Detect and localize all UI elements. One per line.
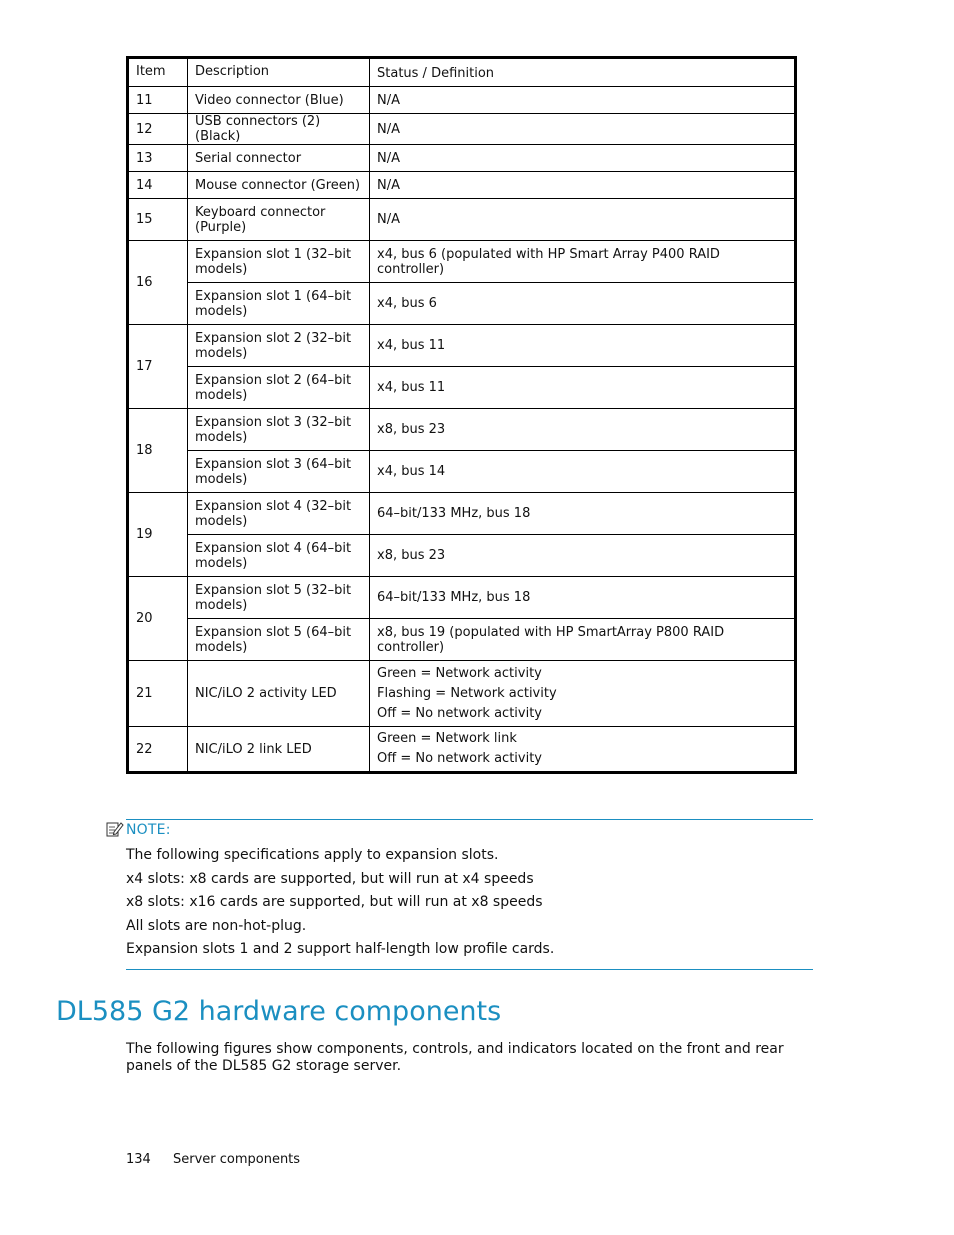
page-footer xyxy=(126,1152,300,1167)
header-description: Description xyxy=(188,58,370,87)
cell-status: N/A xyxy=(370,87,796,114)
cell-status: 64–bit/133 MHz, bus 18 xyxy=(370,577,796,619)
table-row xyxy=(128,409,796,451)
table-row xyxy=(128,199,796,241)
table-row xyxy=(128,577,796,619)
cell-status xyxy=(370,661,796,727)
cell-status: x4, bus 6 xyxy=(370,283,796,325)
table-row xyxy=(128,241,796,283)
cell-description: Expansion slot 3 (64–bit models) xyxy=(188,451,370,493)
cell-status: x4, bus 11 xyxy=(370,325,796,367)
table-row xyxy=(128,145,796,172)
note-line: x4 slots: x8 cards are supported, but will run at x4 speeds xyxy=(126,870,534,887)
cell-item: 14 xyxy=(128,172,188,199)
table-row xyxy=(128,367,796,409)
table-row xyxy=(128,619,796,661)
table-row xyxy=(128,172,796,199)
cell-description: Serial connector xyxy=(188,145,370,172)
cell-status: x8, bus 23 xyxy=(370,535,796,577)
cell-description: Expansion slot 1 (32–bit models) xyxy=(188,241,370,283)
table-row xyxy=(128,727,796,773)
note-label: NOTE: xyxy=(126,822,171,838)
page-number: 134 xyxy=(126,1152,151,1167)
cell-description: USB connectors (2) (Black) xyxy=(188,114,370,145)
table-row xyxy=(128,283,796,325)
note-top-rule xyxy=(126,819,813,820)
cell-description: Mouse connector (Green) xyxy=(188,172,370,199)
cell-description: Video connector (Blue) xyxy=(188,87,370,114)
cell-description: NIC/iLO 2 activity LED xyxy=(188,661,370,727)
table-row xyxy=(128,114,796,145)
cell-item: 17 xyxy=(128,325,188,409)
header-status: Status / Definition xyxy=(370,58,796,87)
table-row xyxy=(128,535,796,577)
status-line: Off = No network activity xyxy=(377,751,543,766)
cell-status: x4, bus 6 (populated with HP Smart Array P400 RAID controller) xyxy=(370,241,796,283)
cell-item: 18 xyxy=(128,409,188,493)
status-line: Green = Network link xyxy=(377,731,517,746)
table-row xyxy=(128,87,796,114)
table-row xyxy=(128,493,796,535)
note-line: The following specifications apply to expansion slots. xyxy=(126,847,499,863)
section-body: The following figures show components, controls, and indicators located on the front and rear panels of the DL585 G2 storage server. xyxy=(126,1041,784,1074)
note-line: x8 slots: x16 cards are supported, but will run at x8 speeds xyxy=(126,894,543,910)
cell-item: 15 xyxy=(128,199,188,241)
table-row xyxy=(128,661,796,727)
cell-description: Keyboard connector (Purple) xyxy=(188,199,370,241)
cell-status: 64–bit/133 MHz, bus 18 xyxy=(370,493,796,535)
cell-item: 12 xyxy=(128,114,188,145)
cell-item: 13 xyxy=(128,145,188,172)
cell-description: Expansion slot 2 (32–bit models) xyxy=(188,325,370,367)
table-header-row xyxy=(128,58,796,87)
table-row xyxy=(128,325,796,367)
cell-description: NIC/iLO 2 link LED xyxy=(188,727,370,773)
cell-item: 20 xyxy=(128,577,188,661)
note-pencil-icon xyxy=(106,821,124,837)
cell-description: Expansion slot 1 (64–bit models) xyxy=(188,283,370,325)
note-line: Expansion slots 1 and 2 support half-length low profile cards. xyxy=(126,941,555,957)
connector-spec-table xyxy=(126,56,797,774)
status-line: Off = No network activity xyxy=(377,705,543,721)
section-title: DL585 G2 hardware components xyxy=(56,996,502,1027)
cell-status: N/A xyxy=(370,114,796,145)
status-line: Green = Network activity xyxy=(377,665,542,681)
cell-item: 22 xyxy=(128,727,188,773)
cell-item: 19 xyxy=(128,493,188,577)
cell-status: x4, bus 11 xyxy=(370,367,796,409)
cell-status: x8, bus 19 (populated with HP SmartArray P800 RAID controller) xyxy=(370,619,796,661)
cell-item: 11 xyxy=(128,87,188,114)
cell-description: Expansion slot 2 (64–bit models) xyxy=(188,367,370,409)
cell-status: N/A xyxy=(370,199,796,241)
table-row xyxy=(128,451,796,493)
cell-description: Expansion slot 5 (32–bit models) xyxy=(188,577,370,619)
cell-description: Expansion slot 4 (64–bit models) xyxy=(188,535,370,577)
cell-description: Expansion slot 5 (64–bit models) xyxy=(188,619,370,661)
cell-description: Expansion slot 4 (32–bit models) xyxy=(188,493,370,535)
cell-status: N/A xyxy=(370,172,796,199)
cell-status: x8, bus 23 xyxy=(370,409,796,451)
note-body xyxy=(126,844,554,962)
chapter-title: Server components xyxy=(172,1152,301,1167)
cell-status: x4, bus 14 xyxy=(370,451,796,493)
note-line: All slots are non-hot-plug. xyxy=(126,917,307,934)
note-bottom-rule xyxy=(126,969,813,970)
cell-status: N/A xyxy=(370,145,796,172)
cell-description: Expansion slot 3 (32–bit models) xyxy=(188,409,370,451)
cell-status xyxy=(370,727,796,773)
cell-item: 21 xyxy=(128,661,188,727)
cell-item: 16 xyxy=(128,241,188,325)
status-line: Flashing = Network activity xyxy=(377,685,557,701)
header-item: Item xyxy=(128,58,188,87)
